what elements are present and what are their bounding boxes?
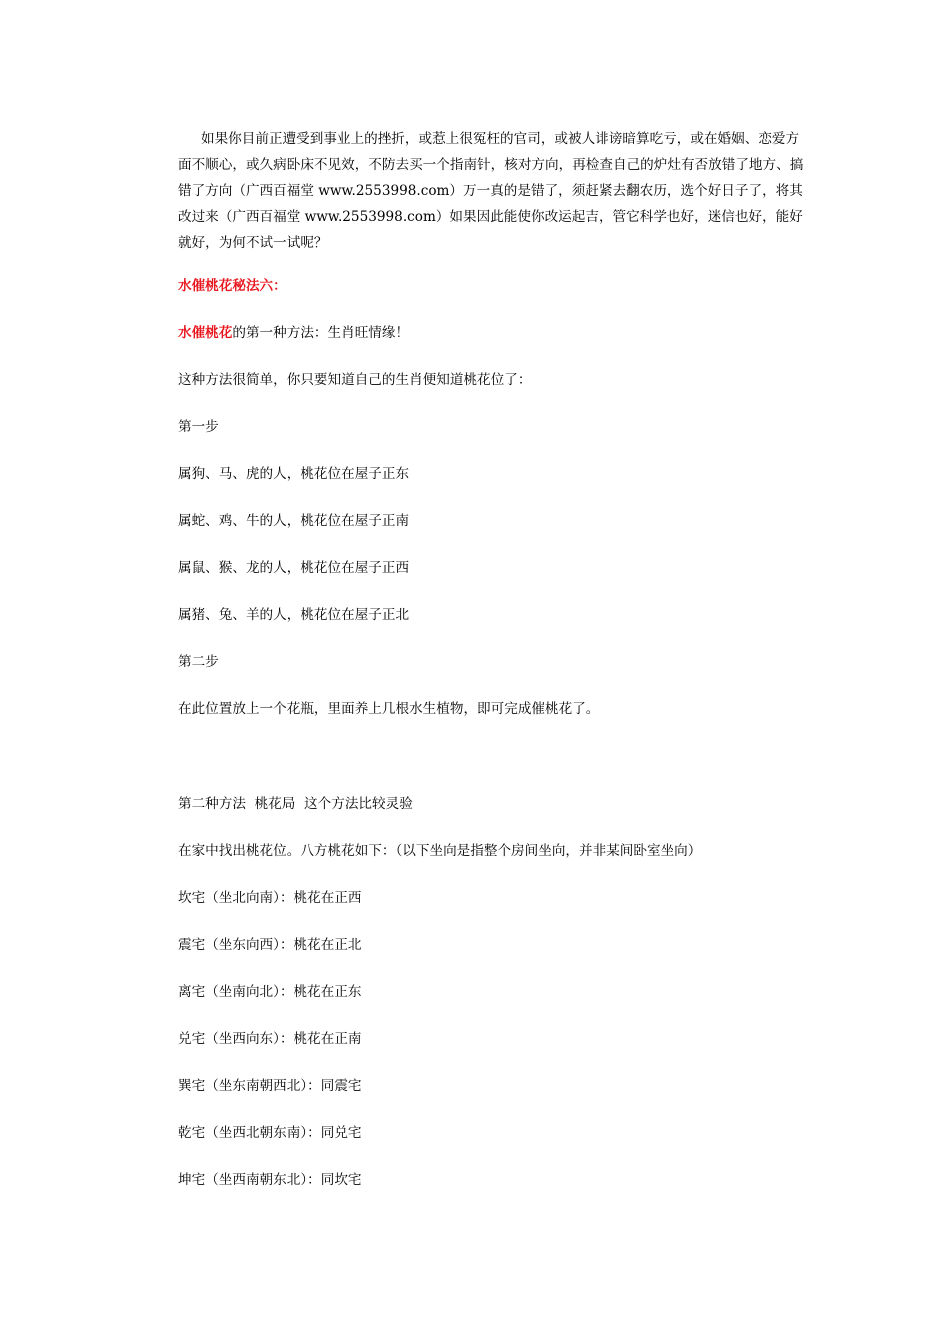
intro-text: 如果你目前正遭受到事业上的挫折，或惹上很冤枉的官司，或被人诽谤暗算吃亏，或在婚姻、恋爱方面不顺心，或久病卧床不见效，不防去买一个指南针，核对方向，再检查自己的炉灶有否放错了地方、搞错了方向（广西百福堂 www.2553998.com）万一真的是错了，须赶紧去翻农历，选个好日子了，将其改过来（广西百福堂 www.2553998.com）如果因此能使你改运起吉，管它科学也好，迷信也好，能好就好，为何不试一试呢？ [178,131,804,251]
method1-title [178,323,409,343]
method2-title: 第二种方法 桃花局 这个方法比较灵验 [178,796,413,812]
section-heading: 水催桃花秘法六： [178,278,287,294]
house-rule: 兑宅（坐西向东）：桃花在正南 [178,1031,362,1047]
method1-title-rest: 的第一种方法：生肖旺情缘！ [232,325,410,341]
method1-highlight: 水催桃花 [178,325,233,341]
house-rule: 乾宅（坐西北朝东南）：同兑宅 [178,1125,362,1141]
zodiac-rule: 属蛇、鸡、牛的人，桃花位在屋子正南 [178,513,410,529]
step2-label: 第二步 [178,654,219,670]
house-rule: 巽宅（坐东南朝西北）：同震宅 [178,1078,362,1094]
house-rule: 震宅（坐东向西）：桃花在正北 [178,937,362,953]
step1-label: 第一步 [178,419,219,435]
zodiac-rule: 属猪、兔、羊的人，桃花位在屋子正北 [178,607,410,623]
house-rule: 离宅（坐南向北）：桃花在正东 [178,984,362,1000]
intro-paragraph [178,126,808,256]
house-rule: 坤宅（坐西南朝东北）：同坎宅 [178,1172,362,1188]
method2-description: 在家中找出桃花位。八方桃花如下：（以下坐向是指整个房间坐向，并非某间卧室坐向） [178,843,702,859]
step2-text: 在此位置放上一个花瓶，里面养上几根水生植物，即可完成催桃花了。 [178,701,600,717]
house-rule: 坎宅（坐北向南）：桃花在正西 [178,890,362,906]
zodiac-rule: 属鼠、猴、龙的人，桃花位在屋子正西 [178,560,410,576]
method1-description: 这种方法很简单，你只要知道自己的生肖便知道桃花位了： [178,372,532,388]
zodiac-rule: 属狗、马、虎的人，桃花位在屋子正东 [178,466,410,482]
